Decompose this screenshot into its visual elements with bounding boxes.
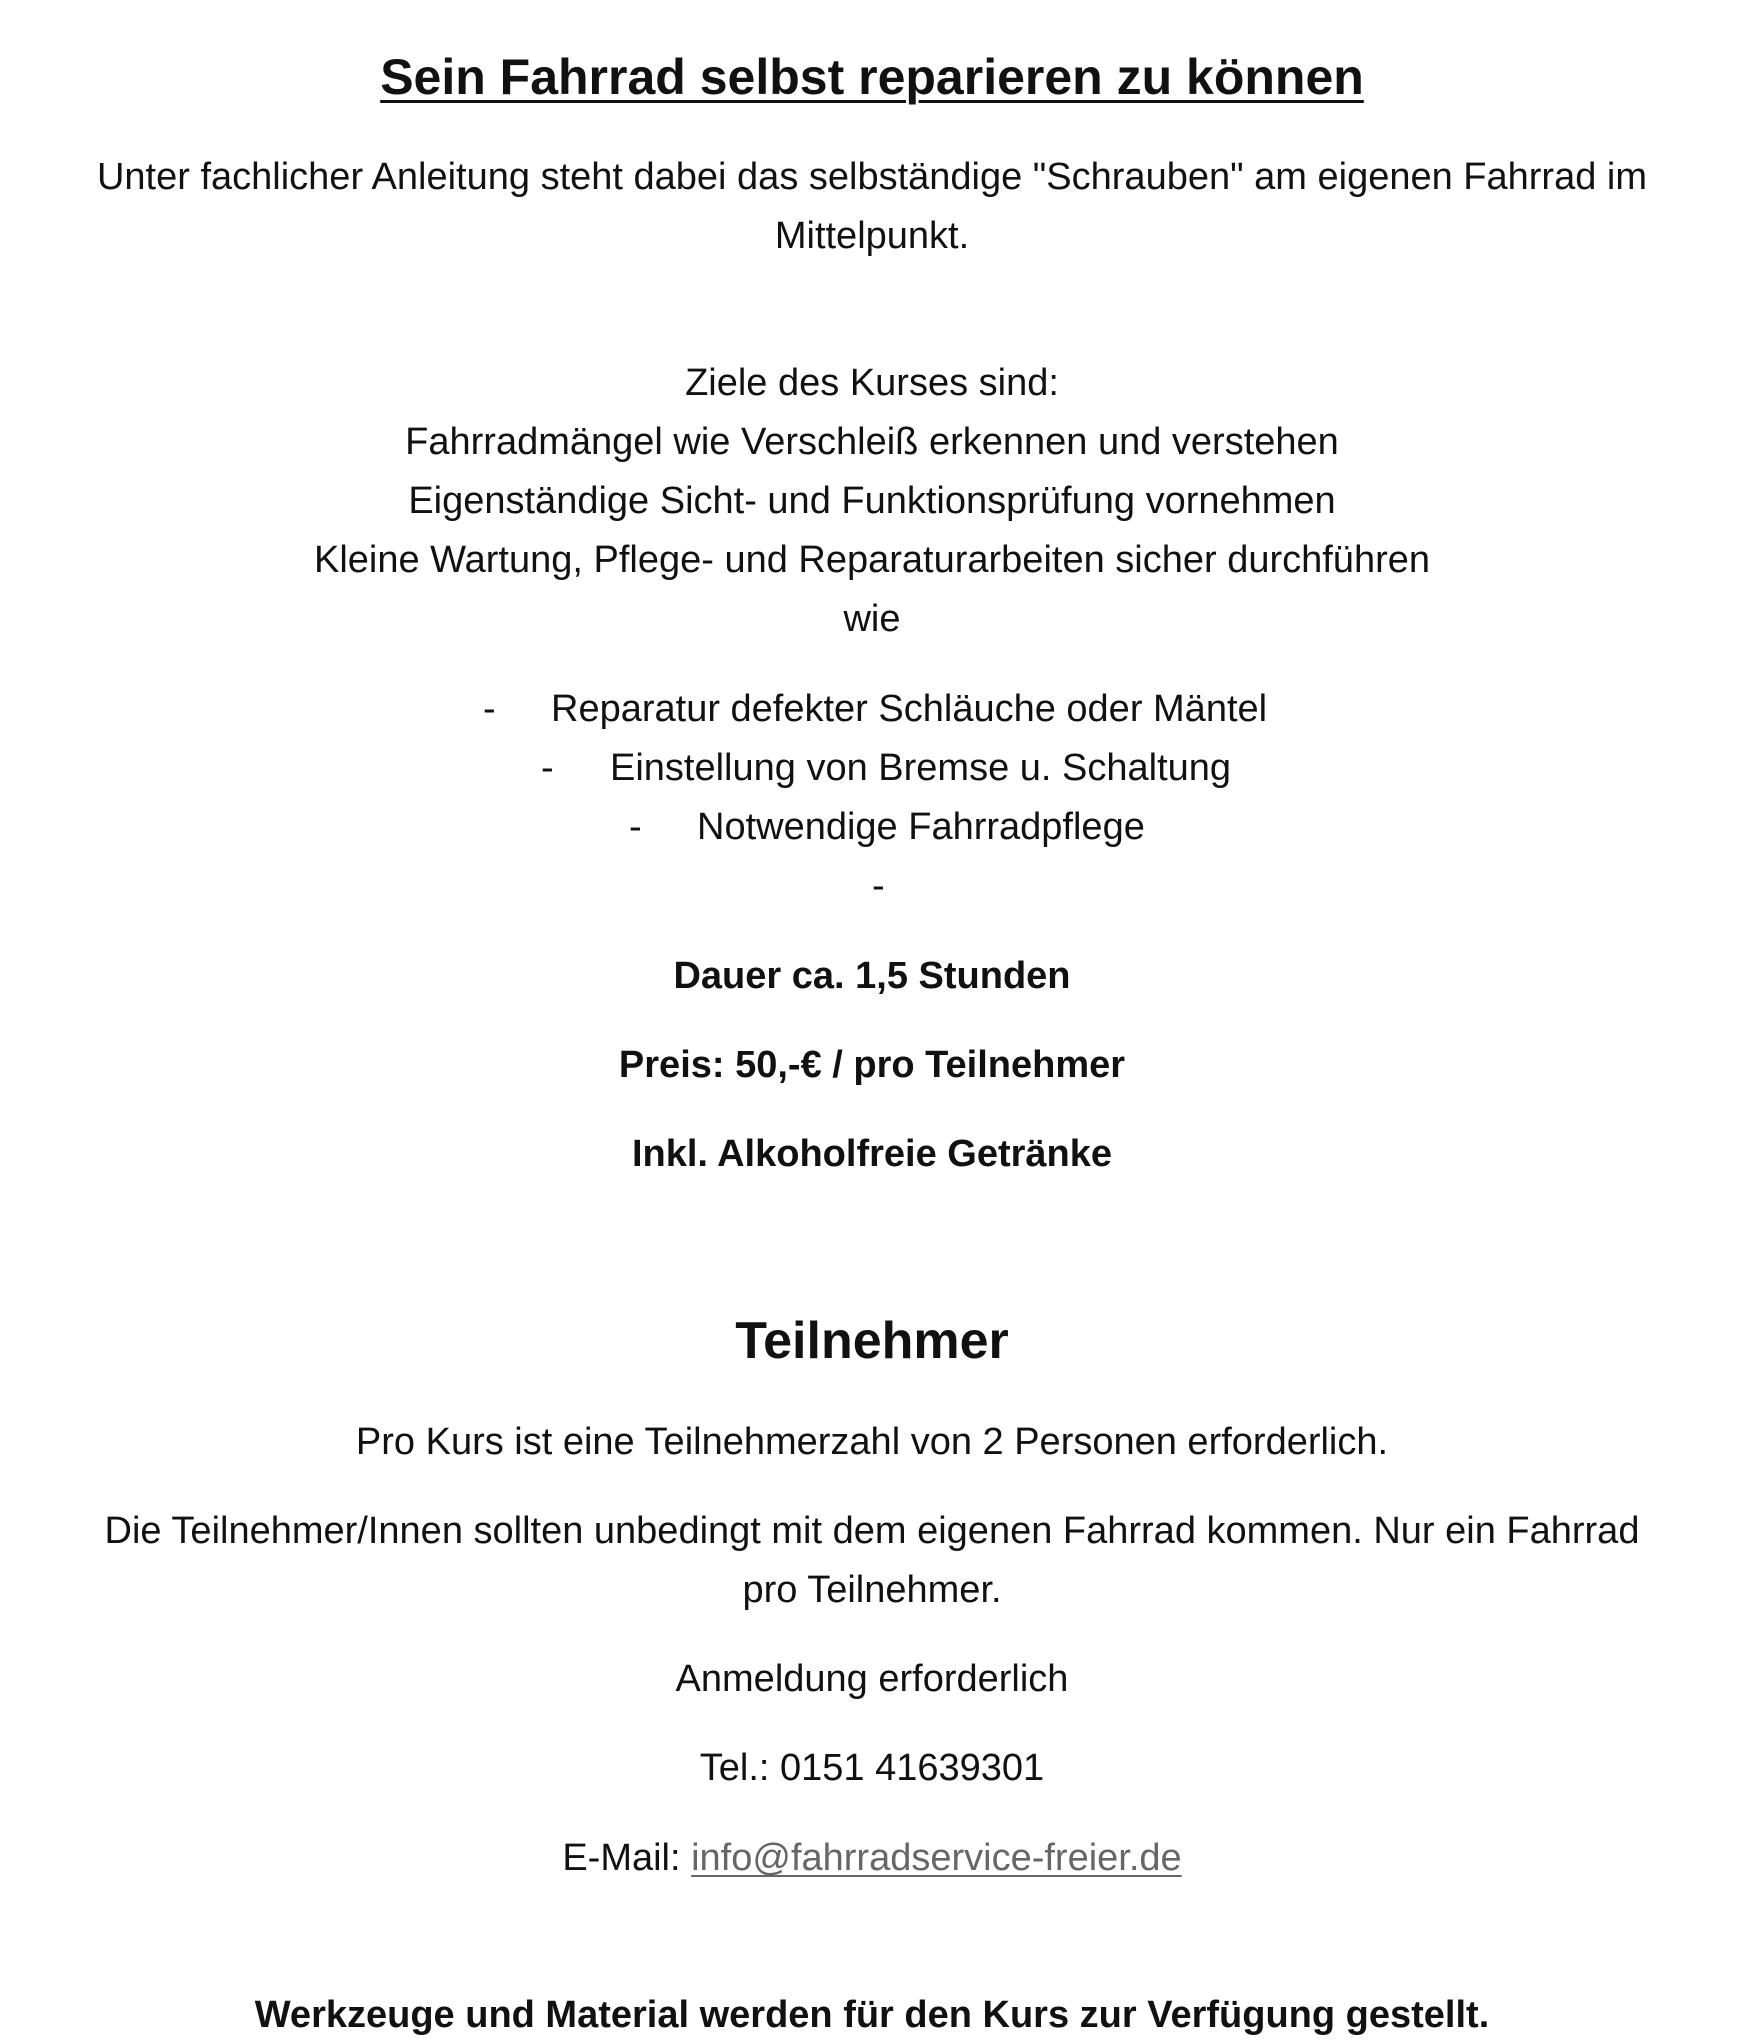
page-title: Sein Fahrrad selbst reparieren zu können [380,49,1364,105]
bike-requirement-line-1: Die Teilnehmer/Innen sollten unbedingt mit dem eigenen Fahrrad kommen. Nur ein Fahrrad [104,1510,1640,1552]
goal-item: Kleine Wartung, Pflege- und Reparaturarbeiten sicher durchführen [313,539,1430,581]
list-dash-empty: - [872,865,885,907]
min-participants-text: Pro Kurs ist eine Teilnehmerzahl von 2 Personen erforderlich. [355,1421,1389,1463]
intro-line-2: Mittelpunkt. [774,215,970,257]
email-link[interactable]: info@fahrradservice-freier.de [691,1837,1182,1879]
goal-item: wie [843,598,901,640]
list-dash: - [541,747,554,789]
drinks-text: Inkl. Alkoholfreie Getränke [631,1133,1113,1175]
phone-text: Tel.: 0151 41639301 [699,1747,1045,1789]
list-dash: - [629,806,642,848]
participants-heading: Teilnehmer [735,1312,1009,1370]
goals-heading: Ziele des Kurses sind: [685,362,1059,404]
task-item: Einstellung von Bremse u. Schaltung [610,747,1232,789]
duration-text: Dauer ca. 1,5 Stunden [673,955,1071,997]
price-text: Preis: 50,-€ / pro Teilnehmer [618,1044,1126,1086]
email-line [0,1829,1744,1887]
registration-text: Anmeldung erforderlich [675,1658,1069,1700]
task-item: Reparatur defekter Schläuche oder Mäntel [551,688,1268,730]
intro-line-1: Unter fachlicher Anleitung steht dabei das selbständige "Schrauben" am eigenen Fahrrad im [96,156,1648,198]
email-label: E-Mail: [562,1837,692,1879]
goal-item: Fahrradmängel wie Verschleiß erkennen und verstehen [405,421,1339,463]
goal-item: Eigenständige Sicht- und Funktionsprüfung vornehmen [408,480,1336,522]
list-dash: - [483,688,496,730]
task-item: Notwendige Fahrradpflege [697,806,1145,848]
bike-requirement-line-2: pro Teilnehmer. [742,1569,1002,1611]
footer-note: Werkzeuge und Material werden für den Kurs zur Verfügung gestellt. [254,1994,1490,2036]
